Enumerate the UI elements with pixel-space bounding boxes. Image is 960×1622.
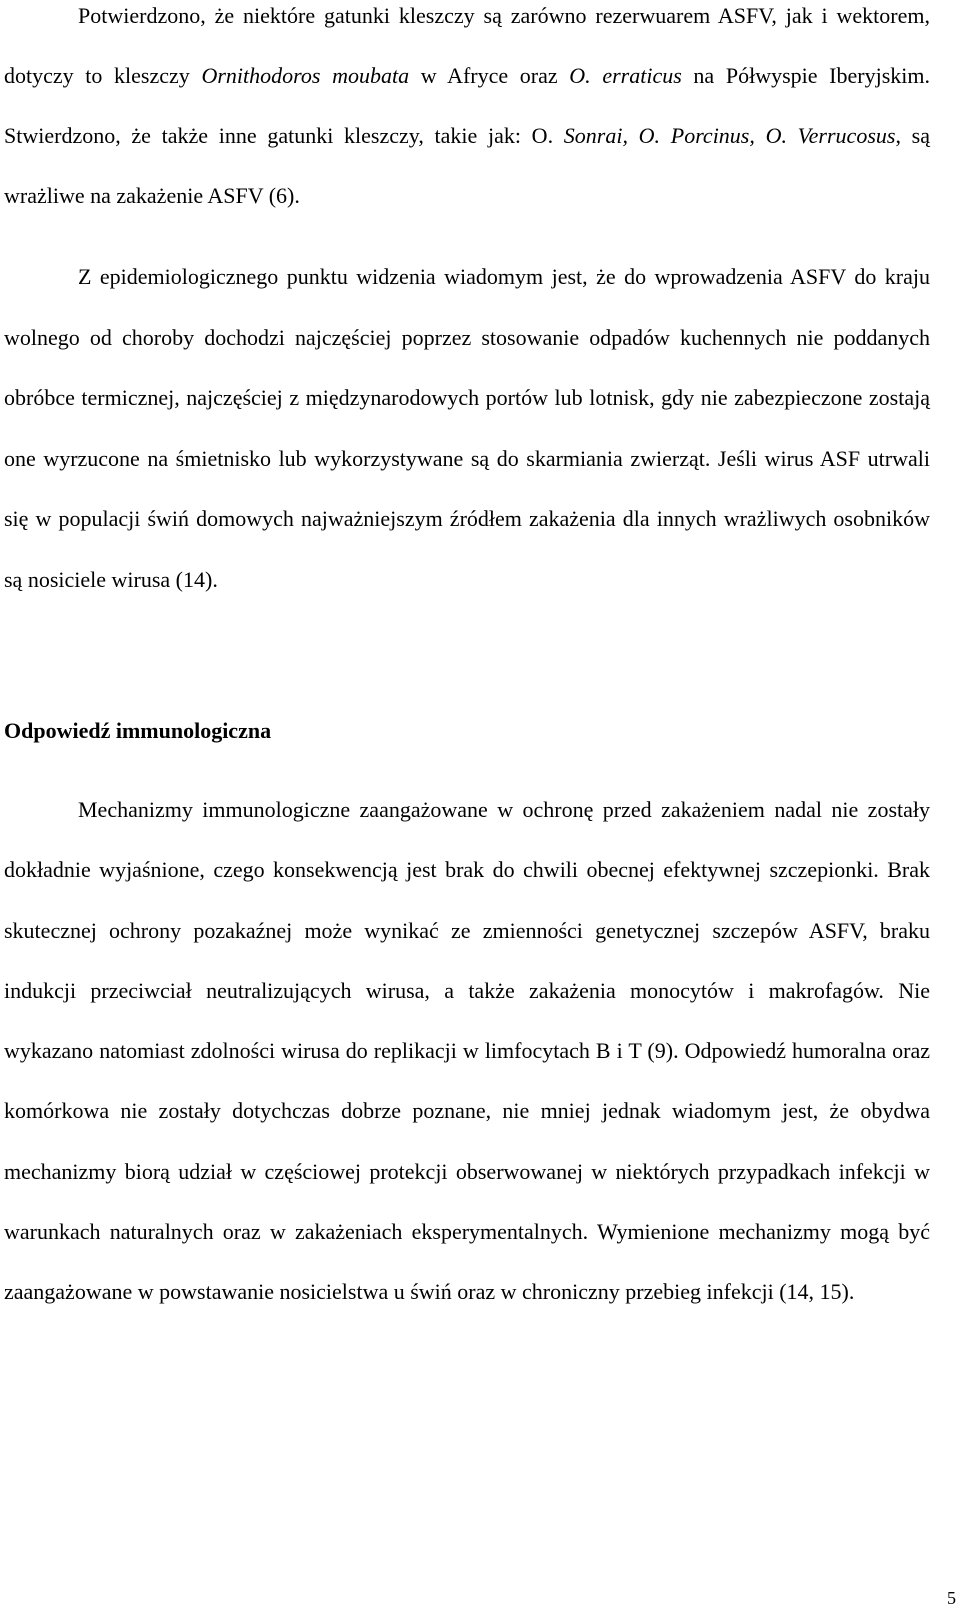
paragraph-text: Mechanizmy immunologiczne zaangażowane w ochronę przed zakażeniem nadal nie zostały dokładnie wyjaśnione, czego konsekwencją jest brak do chwili obecnej efektywnej szczepionki. Brak skutecznej ochrony pozakaźnej może wynikać ze zmienności genetycznej szczepów ASFV, braku indukcji przeciwciał neutralizujących wirusa, a także zakażenia monocytów i makrofagów. Nie wykazano natomiast zdolności wirusa do replikacji w limfocytach B i T (9). Odpowiedź humoralna oraz komórkowa nie zostały dotychczas dobrze poznane, nie mniej jednak wiadomym jest, że obydwa mechanizmy biorą udział w częściowej protekcji obserwowanej w niektórych przypadkach infekcji w warunkach naturalnych oraz w zakażeniach eksperymentalnych. Wymienione mechanizmy mogą być zaangażowane w powstawanie nosicielstwa u świń oraz w chroniczny przebieg infekcji (14, 15).: [4, 797, 930, 1305]
section-heading: Odpowiedź immunologiczna: [4, 718, 272, 743]
paragraph-epidemiology: [4, 247, 930, 611]
text-run: Potwierdzono, że niektóre gatunki kleszczy są zarówno rezerwuarem ASFV, jak i wektorem, dotyczy to kleszczy: [4, 3, 930, 88]
text-run: na Półwyspie Iberyjskim. Stwierdzono, że także inne gatunki kleszczy, takie jak: O.: [4, 63, 930, 148]
paragraph-immune-response: [4, 780, 930, 1323]
species-name: Sonrai, O. Porcinus, O. Verrucosus: [563, 123, 896, 148]
species-name: Ornithodoros moubata: [201, 63, 410, 88]
text-run: , są wrażliwe na zakażenie ASFV (6).: [4, 123, 930, 208]
paragraph-ticks-vectors: [4, 0, 930, 226]
page-number: 5: [947, 1588, 956, 1608]
species-name: O. erraticus: [569, 63, 682, 88]
paragraph-text: Z epidemiologicznego punktu widzenia wiadomym jest, że do wprowadzenia ASFV do kraju wolnego od choroby dochodzi najczęściej poprzez stosowanie odpadów kuchennych nie poddanych obróbce termicznej, najczęściej z międzynarodowych portów lub lotnisk, gdy nie zabezpieczone zostają one wyrzucone na śmietnisko lub wykorzystywane są do skarmiania zwierząt. Jeśli wirus ASF utrwali się w populacji świń domowych najważniejszym źródłem zakażenia dla innych wrażliwych osobników są nosiciele wirusa (14).: [4, 264, 930, 592]
text-run: w Afryce oraz: [409, 63, 570, 88]
